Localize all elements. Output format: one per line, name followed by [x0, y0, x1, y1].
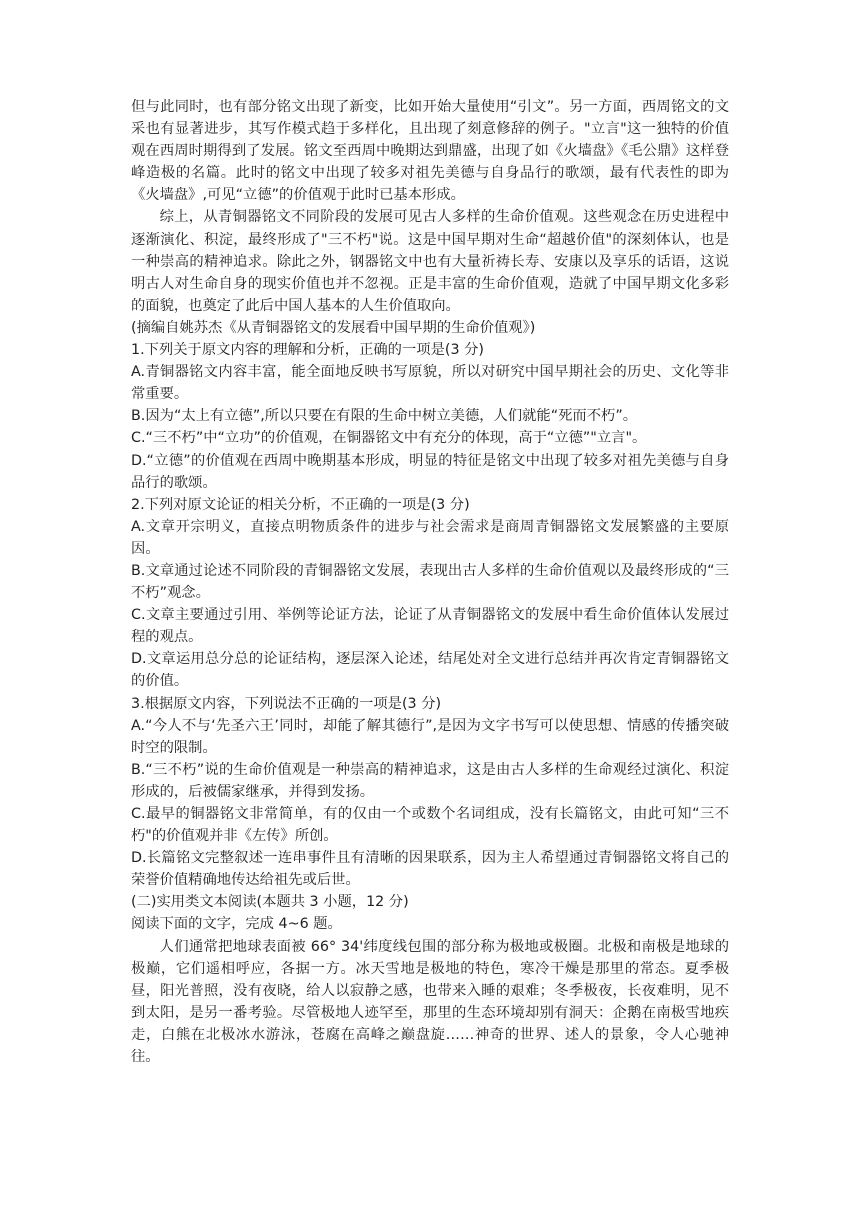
question-1-option-b: B.因为“太上有立德”,所以只要在有限的生命中树立美德，人们就能“死而不朽”。 — [131, 408, 638, 425]
question-2: 2.下列对原文论证的相关分析，不正确的一项是(3 分) — [131, 496, 470, 513]
question-1-option-a: A.青铜器铭文内容丰富，能全面地反映书写原貌，所以对研究中国早期社会的历史、文化等非常重要。 — [131, 364, 729, 403]
question-1-option-c: C.“三不朽”中“立功”的价值观，在铜器铭文中有充分的体现，高于“立德”"立言"。 — [131, 430, 647, 447]
paragraph-continuation: 但与此同时，也有部分铭文出现了新变，比如开始大量使用“引文”。另一方面，西周铭文的文采也有显著进步，其写作模式趋于多样化，且出现了刻意修辞的例子。"立言"这一独特的价值观在西周时期得到了发展。铭文至西周中晚期达到鼎盛，出现了如《火墙盘》《毛公鼎》这样登峰造极的名篇。此时的铭文中出现了较多对祖先美德与自身品行的歌颂，最有代表性的即为《火墙盘》,可见“立德”的价值观于此时已基本形成。 — [131, 99, 729, 204]
section-instruction: 阅读下面的文字，完成 4~6 题。 — [131, 916, 342, 933]
section-heading: (二)实用类文本阅读(本题共 3 小题，12 分) — [131, 894, 409, 911]
source-citation: (摘编自姚苏杰《从青铜器铭文的发展看中国早期的生命价值观》) — [131, 319, 536, 336]
question-1: 1.下列关于原文内容的理解和分析，正确的一项是(3 分) — [131, 342, 484, 359]
question-3-option-d: D.长篇铭文完整叙述一连串事件且有清晰的因果联系，因为主人希望通过青铜器铭文将自己的荣誉价值精确地传达给祖先或后世。 — [131, 850, 729, 889]
question-3-option-b: B.“三不朽”说的生命价值观是一种崇高的精神追求，这是由古人多样的生命观经过演化、积淀形成的，后被儒家继承，并得到发扬。 — [131, 761, 729, 800]
question-2-option-b: B.文章通过论述不同阶段的青铜器铭文发展，表现出古人多样的生命价值观以及最终形成的“三不朽”观念。 — [131, 562, 729, 602]
question-2-option-a: A.文章开宗明义，直接点明物质条件的进步与社会需求是商周青铜器铭文发展繁盛的主要原因。 — [131, 518, 729, 557]
document-page — [131, 96, 729, 1068]
question-3: 3.根据原文内容，下列说法不正确的一项是(3 分) — [131, 695, 442, 712]
paragraph-polar: 人们通常把地球表面被 66° 34'纬度线包围的部分称为极地或极圈。北极和南极是地球的极巅，它们遥相呼应，各据一方。冰天雪地是极地的特色，寒冷干燥是那里的常态。夏季极昼，阳光普照，没有夜晓，给人以寂静之感，也带来入睡的艰难；冬季极夜，长夜难明，见不到太阳，是另一番考验。尽管极地人迹罕至，那里的生态环境却别有洞天：企鹅在南极雪地疾走，白熊在北极冰水游泳，苍腐在高峰之巅盘旋……神奇的世界、述人的景象，令人心驰神往。 — [131, 938, 729, 1066]
question-2-option-d: D.文章运用总分总的论证结构，逐层深入论述，结尾处对全文进行总结并再次肯定青铜器铭文的价值。 — [131, 651, 729, 690]
question-3-option-c: C.最早的铜器铭文非常简单，有的仅由一个或数个名词组成，没有长篇铭文，由此可知“三不朽"的价值观并非《左传》所创。 — [131, 806, 729, 845]
question-2-option-c: C.文章主要通过引用、举例等论证方法，论证了从青铜器铭文的发展中看生命价值体认发展过程的观点。 — [131, 607, 729, 646]
question-1-option-d: D.“立德”的价值观在西周中晚期基本形成，明显的特征是铭文中出现了较多对祖先美德与自身品行的歌颂。 — [131, 452, 729, 491]
paragraph-summary: 综上，从青铜器铭文不同阶段的发展可见古人多样的生命价值观。这些观念在历史进程中逐渐演化、积淀，最终形成了"三不朽"说。这是中国早期对生命“超越价值"的深刻体认，也是一种崇高的精神追求。除此之外，钢器铭文中也有大量祈祷长寿、安康以及享乐的话语，这说明古人对生命自身的现实价值也并不忽视。正是丰富的生命价值观，造就了中国早期文化多彩的面貌，也奠定了此后中国人基本的人生价值取向。 — [131, 209, 729, 314]
question-3-option-a: A.“今人不与‘先圣六王’同时，却能了解其德行”,是因为文字书写可以使思想、情感的传播突破时空的限制。 — [131, 717, 729, 756]
